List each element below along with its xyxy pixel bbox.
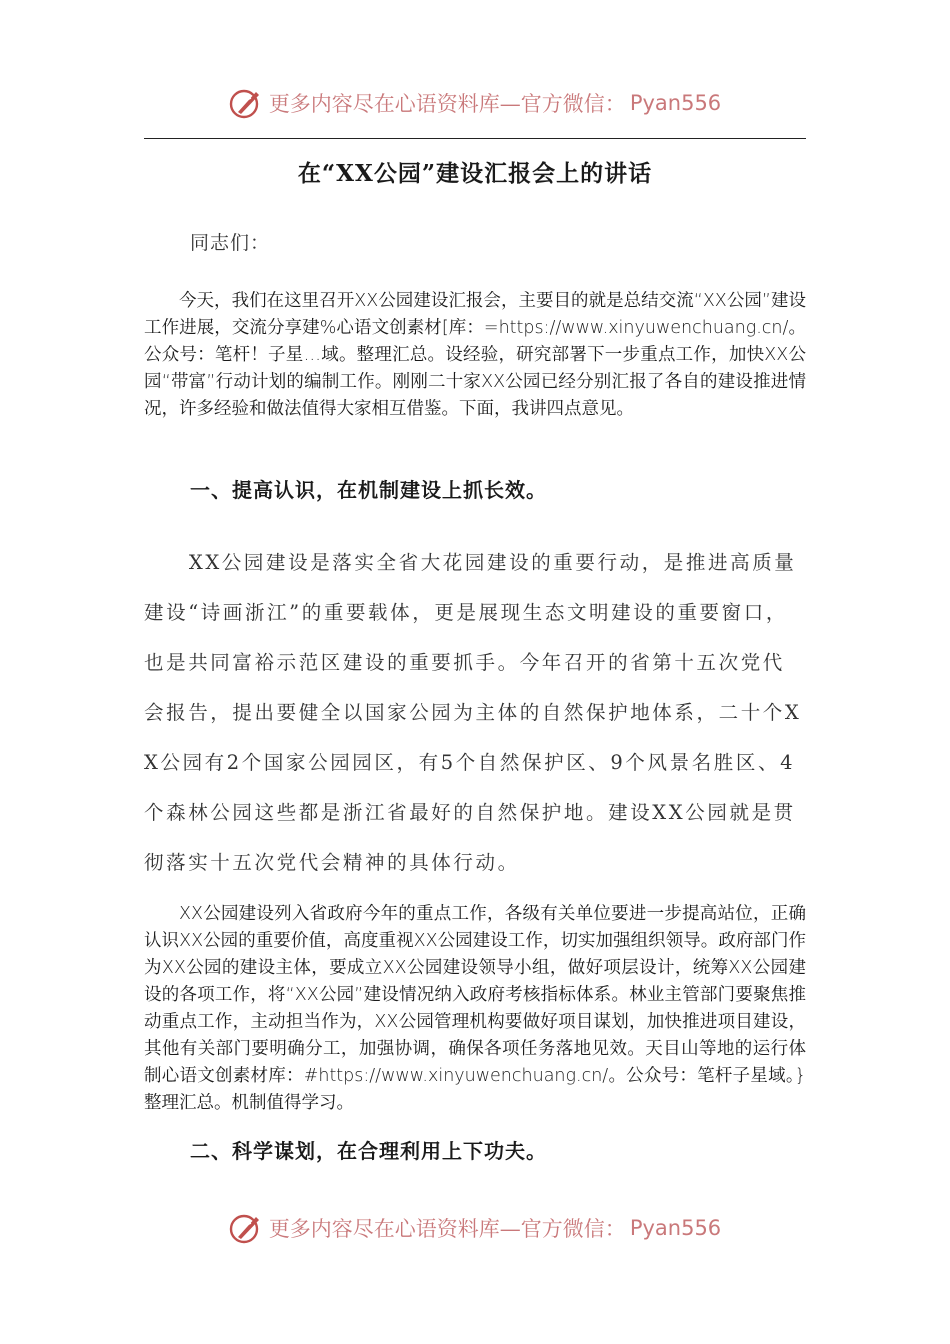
banner-text: 更多内容尽在心语资料库—官方微信：: [268, 92, 626, 116]
paragraph-intro: 今天，我们在这里召开XX公园建设汇报会，主要目的就是总结交流“XX公园”建设工作进展，交流分享建%心语文创素材[库：=https://www.xinyuwenchuang.cn/。公众号：笔杆！子星…域。整理汇总。设经验，研究部署下一步重点工作，加快XX公园“带富”行动计划的编制工作。刚刚二十家XX公园已经分别汇报了各自的建设推进情况，许多经验和做法值得大家相互借鉴。下面，我讲四点意见。: [144, 291, 806, 419]
section-heading-2: 二、科学谋划，在合理利用上下功夫。: [190, 1139, 547, 1163]
footer-watermark-banner: [0, 1203, 950, 1253]
header-watermark-banner: [0, 78, 950, 128]
pen-logo-icon: [229, 86, 263, 120]
paragraph-section1-body: XX公园建设是落实全省大花园建设的重要行动，是推进高质量建设“诗画浙江”的重要载体，更是展现生态文明建设的重要窗口，也是共同富裕示范区建设的重要抓手。今年召开的省第十五次党代会报告，提出要健全以国家公园为主体的自然保护地体系，二十个XX公园有2个国家公园园区，有5个自然保护区、9个风景名胜区、4个森林公园这些都是浙江省最好的自然保护地。建设XX公园就是贯彻落实十五次党代会精神的具体行动。: [144, 551, 802, 874]
greeting: 同志们：: [190, 232, 271, 254]
paragraph-section1-detail: XX公园建设列入省政府今年的重点工作，各级有关单位要进一步提高站位，正确认识XX公园的重要价值，高度重视XX公园建设工作，切实加强组织领导。政府部门作为XX公园的建设主体，要成立XX公园建设领导小组，做好项层设计，统筹XX公园建设的各项工作，将“XX公园”建设情况纳入政府考核指标体系。林业主管部门要聚焦推动重点工作，主动担当作为，XX公园管理机构要做好项目谋划，加快推进项目建设，其他有关部门要明确分工，加强协调，确保各项任务落地见效。天目山等地的运行体制心语文创素材库：#https://www.xinyuwenchuang.cn/。公众号：笔杆子星域。}整理汇总。机制值得学习。: [144, 904, 806, 1113]
banner-text: 更多内容尽在心语资料库—官方微信：: [268, 1217, 626, 1241]
header-divider: [144, 138, 806, 139]
pen-logo-icon: [229, 1211, 263, 1245]
section-heading-1: 一、提高认识，在机制建设上抓长效。: [190, 478, 547, 502]
banner-wechat-id: Pyan556: [629, 1216, 722, 1240]
banner-wechat-id: Pyan556: [629, 91, 722, 115]
document-title: 在“XX公园”建设汇报会上的讲话: [297, 160, 653, 187]
